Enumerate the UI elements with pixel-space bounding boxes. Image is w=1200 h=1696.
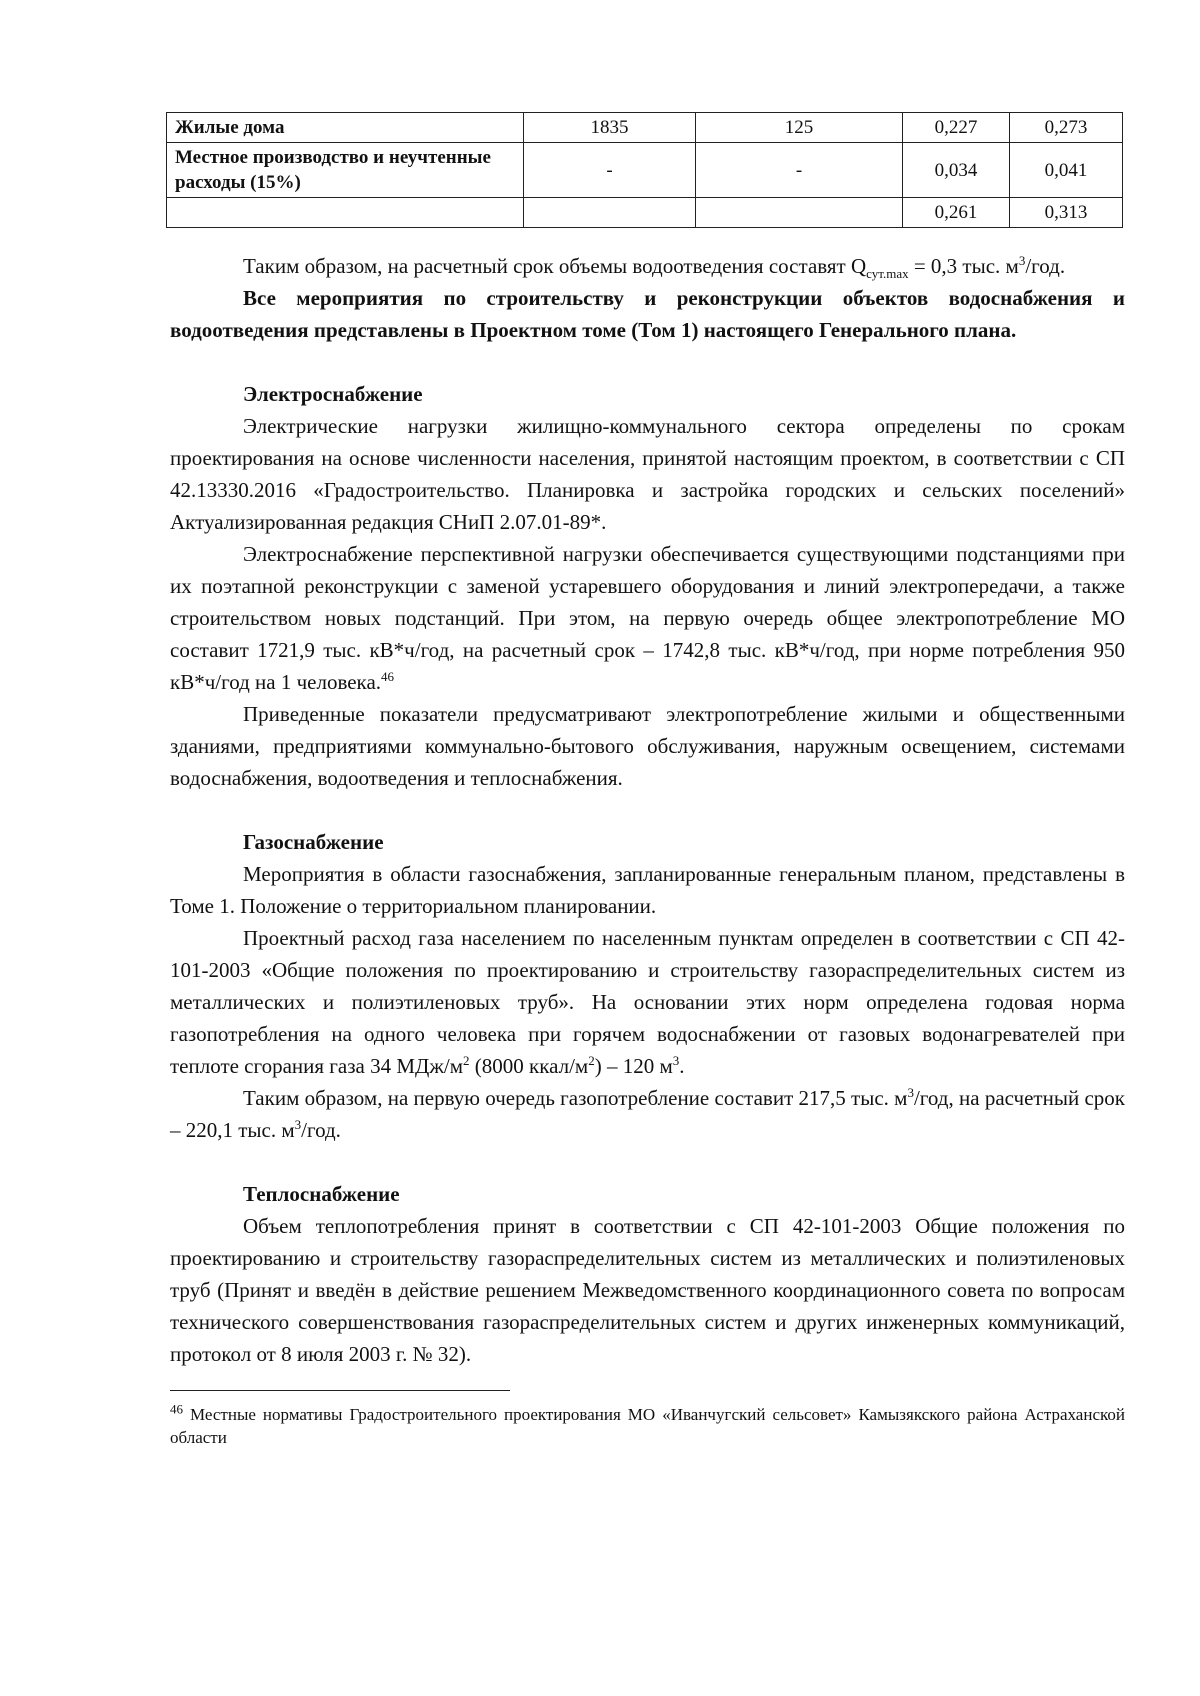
paragraph: Объем теплопотребления принят в соответствии с СП 42-101-2003 Общие положения по проектированию и строительству газораспределительных систем из металлических и полиэтиленовых труб (Принят и введён в действие решением Межведомственного координационного совета по вопросам технического совершенствования газораспределительных систем и других инженерных коммуникаций, протокол от 8 июля 2003 г. № 32). [170, 1214, 1125, 1366]
table-cell: 0,313 [1010, 198, 1123, 228]
table-row [167, 143, 1123, 198]
paragraph: Таким образом, на первую очередь газопотребление составит 217,5 тыс. $м^3$/год, на расчетный срок – 220,1 тыс. $м^3$/год. [170, 1085, 1125, 1142]
heading-electricity: Электроснабжение [243, 382, 423, 406]
table-cell: - [696, 143, 903, 198]
table-cell [524, 198, 696, 228]
footnote: $^{46}$ Местные нормативы Градостроительного проектирования МО «Иванчугский сельсовет» Камызякского района Астраханской области [170, 1401, 1125, 1447]
row-label: Жилые дома [167, 113, 524, 143]
footnote-number: 46 [170, 1401, 183, 1417]
heading-gas: Газоснабжение [243, 830, 384, 854]
paragraph: Электроснабжение перспективной нагрузки обеспечивается существующими подстанциями при их поэтапной реконструкции с заменой устаревшего оборудования и линий электропередачи, а также строительством новых подстанций. При этом, на первую очередь общее электропотребление МО составит 1721,9 тыс. кВ*ч/год, на расчетный срок – 1742,8 тыс. кВ*ч/год, при норме потребления 950 кВ*ч/год на 1 человека.$^{46}$ [170, 542, 1125, 694]
row-label: Местное производство и неучтенные расходы (15%) [167, 143, 524, 198]
table-cell: 0,041 [1010, 143, 1123, 198]
table-cell: 0,273 [1010, 113, 1123, 143]
table-row-total [167, 198, 1123, 228]
paragraph: Электрические нагрузки жилищно-коммунального сектора определены по срокам проектирования на основе численности населения, принятой настоящим проектом, в соответствии с СП 42.13330.2016 «Градостроительство. Планировка и застройка городских и сельских поселений» Актуализированная редакция СНиП 2.07.01-89*. [170, 414, 1125, 534]
table-cell: 0,261 [903, 198, 1010, 228]
row-label [167, 198, 524, 228]
paragraph: Приведенные показатели предусматривают электропотребление жилыми и общественными зданиями, предприятиями коммунально-бытового обслуживания, наружным освещением, системами водоснабжения, водоотведения и теплоснабжения. [170, 702, 1125, 790]
table-cell [696, 198, 903, 228]
heading-heat: Теплоснабжение [243, 1182, 400, 1206]
paragraph-drainage-total: Таким образом, на расчетный срок объемы водоотведения составят $Q_{сут.max} = 0,3$ тыс. $м^3$/год. [243, 253, 1066, 282]
footnote-ref[interactable]: 46 [381, 669, 395, 684]
paragraph-measures-note: Все мероприятия по строительству и реконструкции объектов водоснабжения и водоотведения представлены в Проектном томе (Том 1) настоящего Генерального плана. [170, 286, 1125, 342]
paragraph: Мероприятия в области газоснабжения, запланированные генеральным планом, представлены в Томе 1. Положение о территориальном планировании. [170, 862, 1125, 918]
page-content [170, 112, 1125, 1449]
table-cell: 0,034 [903, 143, 1010, 198]
table-cell: - [524, 143, 696, 198]
table-row [167, 113, 1123, 143]
table-cell: 0,227 [903, 113, 1010, 143]
paragraph: Проектный расход газа населением по населенным пунктам определен в соответствии с СП 42-101-2003 «Общие положения по проектированию и строительству газораспределительных систем из металлических и полиэтиленовых труб». На основании этих норм определена годовая норма газопотребления на одного человека при горячем водоснабжении от газовых водонагревателей при теплоте сгорания газа 34 МДж/$м^2$ (8000 ккал/$м^2) - 120$ $м^3$. [170, 926, 1125, 1078]
table-cell: 1835 [524, 113, 696, 143]
consumption-table [166, 112, 1123, 228]
footnote-divider [170, 1390, 510, 1391]
table-cell: 125 [696, 113, 903, 143]
